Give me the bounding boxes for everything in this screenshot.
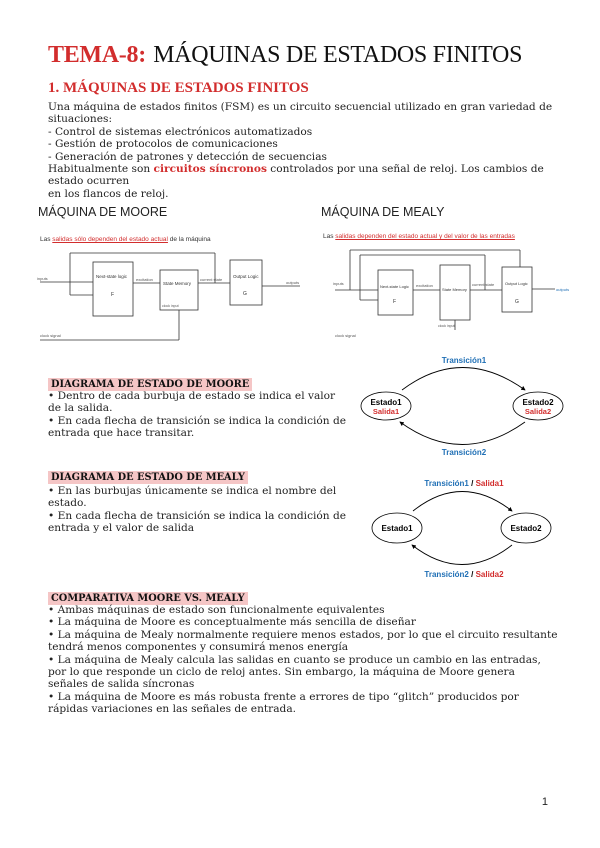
mealy-clock-signal-label: clock signal <box>335 333 356 338</box>
moore-note-pre: Las <box>40 236 53 243</box>
mealy-diagram-heading: DIAGRAMA DE ESTADO DE MEALY <box>48 471 248 484</box>
moore-inputs-label: inputs <box>37 276 48 281</box>
moore-block-mem-name: State Memory <box>163 281 192 286</box>
mealy-current-state-label: current state <box>472 282 495 287</box>
moore-state-diagram <box>360 350 580 462</box>
moore-bullet: • En cada flecha de transición se indica la condición de entrada que hace transitar. <box>48 414 347 440</box>
sync-text-line2: en los flancos de reloj. <box>48 187 169 200</box>
moore-state1-name: Estado1 <box>370 398 402 407</box>
moore-note-post: de la máquina <box>167 236 211 243</box>
sync-post: controlados por una señal de reloj. Los cambios de estado ocurren <box>48 163 544 188</box>
comparison-heading-wrap <box>48 586 248 605</box>
moore-block-f-name: Next-state logic <box>96 274 128 279</box>
mealy-note-pre: Las <box>323 233 336 240</box>
intro-text: Una máquina de estados finitos (FSM) es un circuito secuencial utilizado en gran variedad de situaciones: <box>48 101 553 126</box>
moore-outputs-label: outputs <box>286 280 300 285</box>
use-item: - Control de sistemas electrónicos automatizados <box>48 125 313 138</box>
moore-state2-output: Salida2 <box>524 407 552 416</box>
sync-text <box>48 163 568 188</box>
mealy-block-f-letter: F <box>393 299 397 305</box>
moore-state2-name: Estado2 <box>522 398 554 407</box>
moore-diagram-heading: DIAGRAMA DE ESTADO DE MOORE <box>48 378 252 391</box>
moore-block-diagram <box>30 250 320 350</box>
moore-note <box>40 236 211 243</box>
mealy-block-g-letter: G <box>515 299 519 305</box>
mealy-state2-name: Estado2 <box>510 524 542 533</box>
use-item: - Gestión de protocolos de comunicaciones <box>48 138 278 151</box>
mealy-transition1-arrow <box>413 492 512 512</box>
mealy-bullet: • En las burbujas únicamente se indica el nombre del estado. <box>48 485 337 510</box>
mealy-t2-out: Salida2 <box>475 570 504 579</box>
moore-current-state-label: current state <box>200 277 223 282</box>
mealy-transition2-label <box>424 570 504 579</box>
mealy-state1-name: Estado1 <box>381 524 413 533</box>
sync-bold: circuitos síncronos <box>153 163 267 176</box>
moore-clock-input-label: clock input <box>162 304 179 308</box>
moore-transition2-label: Transición2 <box>441 448 487 457</box>
mealy-state-diagram <box>368 472 558 584</box>
mealy-t1-out: Salida1 <box>475 479 504 488</box>
title-name: MÁQUINAS DE ESTADOS FINITOS <box>153 42 523 68</box>
mealy-block-f-name: Next-state Logic <box>380 284 409 289</box>
moore-block-f-letter: F <box>111 292 115 298</box>
mealy-t1-cond: Transición1 <box>424 479 469 488</box>
moore-transition1-arrow <box>402 368 525 391</box>
sync-pre: Habitualmente son <box>48 163 154 176</box>
mealy-excitation-label: excitation <box>416 283 433 288</box>
page-number: 1 <box>541 796 548 808</box>
comparison-heading: COMPARATIVA MOORE VS. MEALY <box>48 592 248 605</box>
moore-bullet: • Dentro de cada burbuja de estado se indica el valor de la salida. <box>48 390 336 415</box>
moore-state1-output: Salida1 <box>372 407 400 416</box>
mealy-outputs-label: outputs <box>556 287 570 292</box>
mealy-note <box>323 233 515 240</box>
mealy-block-mem-name: State Memory <box>442 287 467 292</box>
mealy-block-diagram <box>330 245 590 345</box>
intro-block <box>48 101 568 200</box>
comparison-item: • La máquina de Mealy calcula las salidas en cuanto se produce un cambio en las entradas, por lo que responde un ciclo de reloj antes. Sin embargo, la máquina de Moore genera señales de salida síncronas <box>48 653 541 691</box>
moore-transition1-label: Transición1 <box>441 356 487 365</box>
comparison-list <box>48 604 558 716</box>
comparison-item: • La máquina de Mealy normalmente requiere menos estados, por lo que el circuito resultante tendrá menos componentes y consumirá menos energía <box>48 628 558 654</box>
mealy-diagram-heading-wrap <box>48 465 248 484</box>
title-number: TEMA-8: <box>48 42 146 68</box>
use-item: - Generación de patrones y detección de secuencias <box>48 150 327 163</box>
mealy-diagram-text <box>48 485 363 535</box>
moore-clock-signal-label: clock signal <box>40 333 61 338</box>
moore-diagram-heading-wrap <box>48 372 252 391</box>
moore-diagram-text <box>48 390 348 440</box>
moore-transition2-arrow <box>400 422 525 445</box>
mealy-figure-title: MÁQUINA DE MEALY <box>321 205 445 219</box>
comparison-item: • Ambas máquinas de estado son funcionalmente equivalentes <box>48 604 385 616</box>
mealy-t2-cond: Transición2 <box>424 570 469 579</box>
moore-block-g-letter: G <box>243 291 247 297</box>
mealy-t2-slash: / <box>468 570 476 579</box>
mealy-inputs-label: inputs <box>333 281 344 286</box>
moore-note-red: salidas sólo dependen del estado actual <box>52 236 168 243</box>
mealy-note-red: salidas dependen del estado actual y del valor de las entradas <box>335 233 515 240</box>
moore-block-g-name: Output Logic <box>233 274 259 279</box>
mealy-t1-slash: / <box>468 479 476 488</box>
moore-excitation-label: excitation <box>136 277 153 282</box>
mealy-transition2-arrow <box>412 545 512 565</box>
comparison-item: • La máquina de Moore es más robusta frente a errores de tipo “glitch” producidos por rápidas variaciones en las señales de entrada. <box>48 690 519 716</box>
comparison-item: • La máquina de Moore es conceptualmente más sencilla de diseñar <box>48 616 416 629</box>
moore-figure-title: MÁQUINA DE MOORE <box>38 205 168 219</box>
section-heading: 1. MÁQUINAS DE ESTADOS FINITOS <box>48 80 309 96</box>
mealy-transition1-label <box>424 479 504 488</box>
page-title <box>48 40 522 69</box>
mealy-bullet: • En cada flecha de transición se indica la condición de entrada y el valor de salida <box>48 509 347 535</box>
mealy-block-g-name: Output Logic <box>505 281 528 286</box>
mealy-clock-input-label: clock input <box>438 324 455 328</box>
